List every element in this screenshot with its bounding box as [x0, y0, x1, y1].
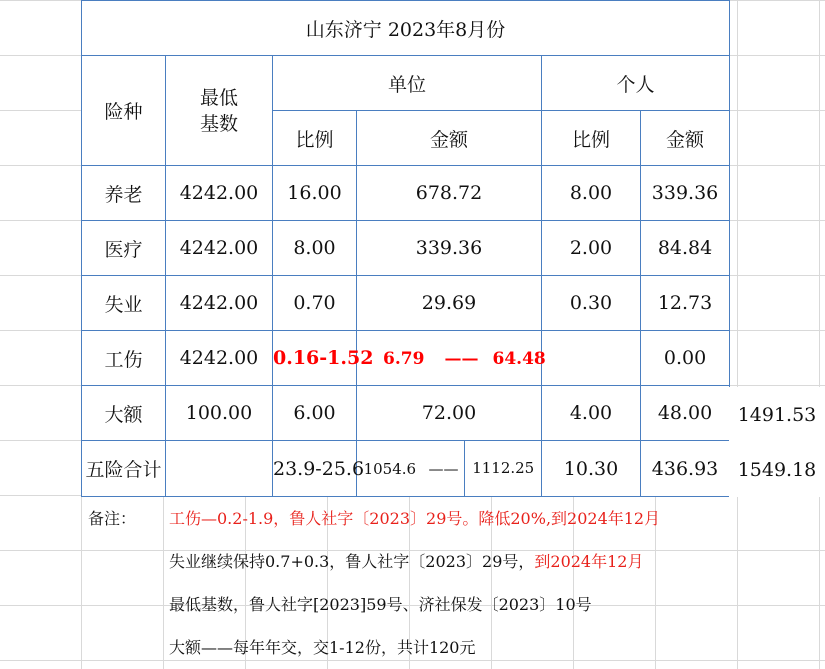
cell-emp-ratio: 0.70: [273, 276, 357, 331]
cell-per-amount: 0.00: [641, 331, 730, 386]
cell-emp-amount: 678.72: [357, 166, 542, 221]
cell-type: 工伤: [82, 331, 166, 386]
emp-amount-high: 1112.25: [464, 441, 541, 496]
table-row: [82, 221, 730, 276]
table-row: [82, 386, 730, 441]
cell-per-amount: 84.84: [641, 221, 730, 276]
note-line-3: 最低基数，鲁人社字[2023]59号、济社保发〔2023〕10号: [169, 595, 592, 614]
header-employer-ratio: 比例: [273, 111, 357, 166]
note-row-3: [0, 582, 825, 625]
cell-per-amount: 436.93: [641, 441, 730, 497]
note-row-1: [0, 496, 825, 539]
table-row: [82, 166, 730, 221]
table-row: [82, 331, 730, 386]
note-row-4: [0, 625, 825, 668]
note-row-2: [0, 539, 825, 582]
cell-per-amount: 339.36: [641, 166, 730, 221]
cell-per-amount: 48.00: [641, 386, 730, 441]
cell-per-ratio: 4.00: [542, 386, 641, 441]
cell-per-ratio: 8.00: [542, 166, 641, 221]
header-type: 险种: [82, 56, 166, 166]
cell-emp-amount-range: [357, 331, 546, 386]
note-line-4: 大额——每年年交，交1-12份，共计120元: [169, 638, 476, 657]
cell-emp-ratio: 8.00: [273, 221, 357, 276]
cell-emp-ratio: 6.00: [273, 386, 357, 441]
cell-emp-ratio: 23.9-25.6: [273, 441, 357, 497]
table-row-total: [82, 441, 730, 497]
extra-total-five: 1549.18: [729, 442, 825, 497]
cell-base: 100.00: [166, 386, 273, 441]
emp-amount-low: 6.79: [383, 349, 425, 369]
header-personal-ratio: 比例: [542, 111, 641, 166]
emp-amount-high: 64.48: [492, 349, 546, 369]
cell-per-ratio: 2.00: [542, 221, 641, 276]
cell-emp-amount: 29.69: [357, 276, 542, 331]
cell-emp-amount-range: [357, 441, 542, 497]
insurance-table: [81, 0, 730, 497]
emp-amount-sep: ——: [428, 459, 459, 478]
header-employer: 单位: [273, 56, 542, 111]
cell-emp-amount: 72.00: [357, 386, 542, 441]
cell-base: [166, 441, 273, 497]
cell-type: 医疗: [82, 221, 166, 276]
note-line-2: [169, 549, 643, 572]
cell-type: 大额: [82, 386, 166, 441]
table-row: [82, 276, 730, 331]
cell-emp-ratio: 0.16-1.52: [273, 331, 357, 386]
cell-per-ratio: 0.30: [542, 276, 641, 331]
header-employer-amount: 金额: [357, 111, 542, 166]
emp-amount-sep: ——: [444, 349, 479, 369]
cell-emp-ratio: 16.00: [273, 166, 357, 221]
cell-type: 失业: [82, 276, 166, 331]
cell-emp-amount: 339.36: [357, 221, 542, 276]
cell-base: 4242.00: [166, 276, 273, 331]
cell-per-amount: 12.73: [641, 276, 730, 331]
cell-base: 4242.00: [166, 331, 273, 386]
extra-total-dae: 1491.53: [729, 387, 825, 442]
note-line-2-black: 失业继续保持0.7+0.3，鲁人社字〔2023〕29号，: [169, 552, 535, 571]
cell-per-ratio: 10.30: [542, 441, 641, 497]
header-base: 最低 基数: [166, 56, 273, 166]
cell-base: 4242.00: [166, 166, 273, 221]
notes-label: 备注：: [88, 509, 137, 528]
note-line-2-red: 到2024年12月: [534, 552, 644, 571]
cell-per-ratio: [542, 331, 641, 386]
cell-base: 4242.00: [166, 221, 273, 276]
header-personal-amount: 金额: [641, 111, 730, 166]
emp-amount-low: 1054.6: [363, 459, 417, 478]
cell-type: 五险合计: [82, 441, 166, 497]
table-title: 山东济宁 2023年8月份: [82, 1, 730, 56]
note-line-1: 工伤—0.2-1.9，鲁人社字〔2023〕29号。降低20%,到2024年12月: [169, 509, 661, 528]
header-personal: 个人: [542, 56, 730, 111]
cell-type: 养老: [82, 166, 166, 221]
